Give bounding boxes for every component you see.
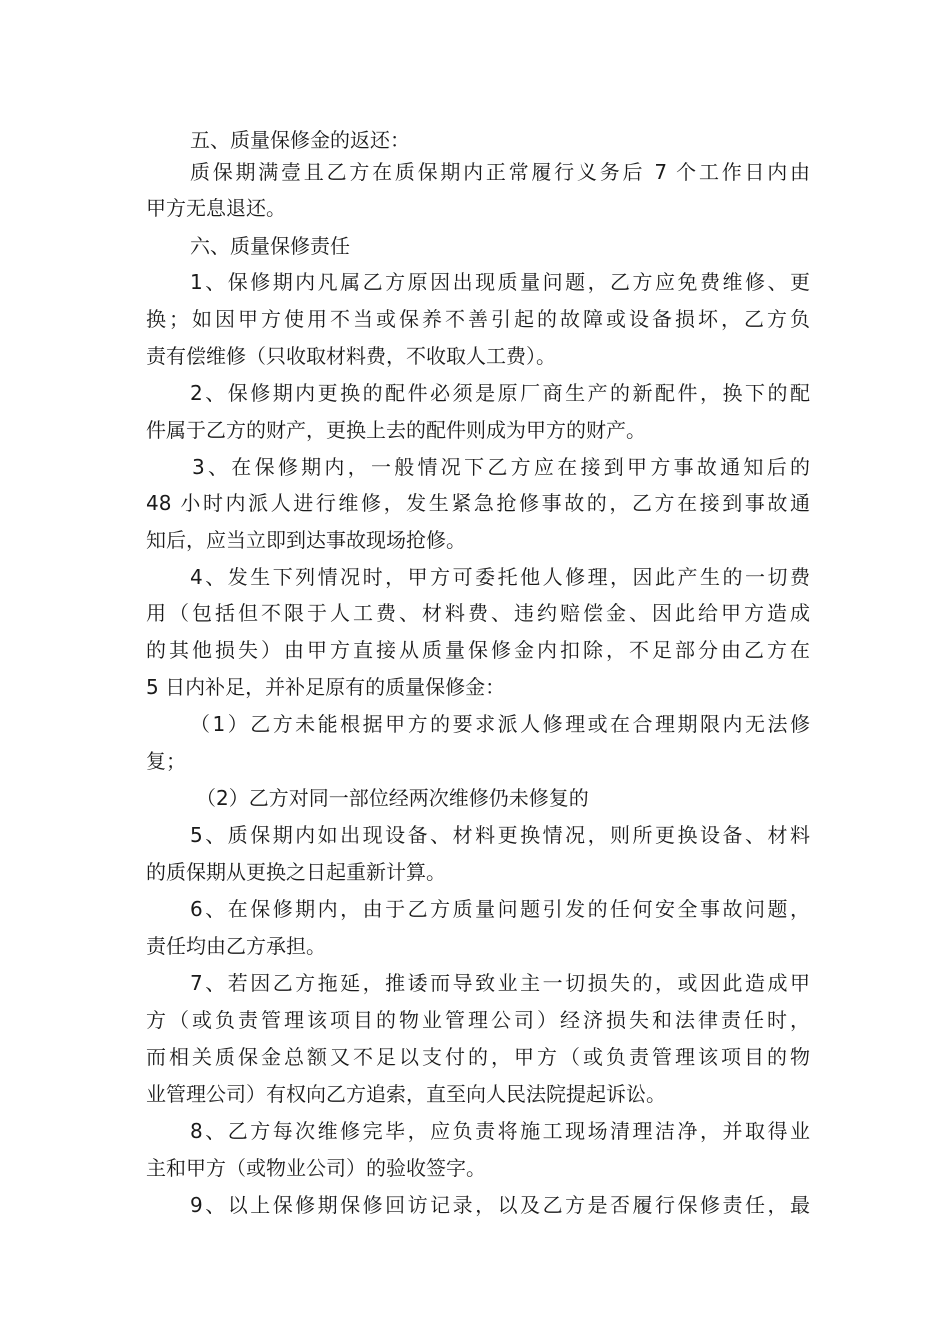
paragraph-line: 甲方无息退还。 — [146, 196, 286, 220]
paragraph-line: 换；如因甲方使用不当或保养不善引起的故障或设备损坏，乙方负 — [146, 307, 810, 331]
paragraph-line: 1、保修期内凡属乙方原因出现质量问题，乙方应免费维修、更 — [190, 270, 810, 294]
paragraph-line: 质保期满壹且乙方在质保期内正常履行义务后 7 个工作日内由 — [190, 160, 810, 184]
paragraph-line: 48 小时内派人进行维修，发生紧急抢修事故的，乙方在接到事故通 — [146, 491, 810, 515]
paragraph-line: 2、保修期内更换的配件必须是原厂商生产的新配件，换下的配 — [190, 381, 810, 405]
paragraph-line: 8、乙方每次维修完毕，应负责将施工现场清理洁净，并取得业 — [190, 1119, 810, 1143]
paragraph-line: 件属于乙方的财产，更换上去的配件则成为甲方的财产。 — [146, 418, 646, 442]
paragraph-line: 5、质保期内如出现设备、材料更换情况，则所更换设备、材料 — [190, 823, 810, 847]
paragraph-line: 而相关质保金总额又不足以支付的，甲方（或负责管理该项目的物 — [146, 1045, 810, 1069]
paragraph-line: 7、若因乙方拖延，推诿而导致业主一切损失的，或因此造成甲 — [190, 971, 810, 995]
paragraph-line: 主和甲方（或物业公司）的验收签字。 — [146, 1156, 486, 1180]
paragraph-line: 3、在保修期内，一般情况下乙方应在接到甲方事故通知后的 — [192, 455, 810, 479]
heading-section-5: 五、质量保修金的返还： — [190, 128, 410, 152]
paragraph-line: 的质保期从更换之日起重新计算。 — [146, 860, 446, 884]
paragraph-line: 的其他损失）由甲方直接从质量保修金内扣除，不足部分由乙方在 — [146, 638, 810, 662]
paragraph-line: 业管理公司）有权向乙方追索，直至向人民法院提起诉讼。 — [146, 1082, 666, 1106]
paragraph-line: 用（包括但不限于人工费、材料费、违约赔偿金、因此给甲方造成 — [146, 601, 810, 625]
list-item-line: （1）乙方未能根据甲方的要求派人修理或在合理期限内无法修 — [190, 712, 810, 736]
paragraph-line: 责任均由乙方承担。 — [146, 934, 326, 958]
paragraph-line: 6、在保修期内，由于乙方质量问题引发的任何安全事故问题， — [190, 897, 810, 921]
paragraph-line: 知后，应当立即到达事故现场抢修。 — [146, 528, 466, 552]
paragraph-line: 5 日内补足，并补足原有的质量保修金： — [146, 675, 506, 699]
paragraph-line: 方（或负责管理该项目的物业管理公司）经济损失和法律责任时， — [146, 1008, 810, 1032]
list-item-line: （2）乙方对同一部位经两次维修仍未修复的 — [196, 786, 589, 810]
paragraph-line: 4、发生下列情况时，甲方可委托他人修理，因此产生的一切费 — [190, 565, 810, 589]
list-item-line: 复； — [146, 749, 186, 773]
paragraph-line: 责有偿维修（只收取材料费，不收取人工费）。 — [146, 344, 556, 368]
paragraph-line: 9、以上保修期保修回访记录，以及乙方是否履行保修责任，最 — [190, 1193, 810, 1217]
heading-section-6: 六、质量保修责任 — [190, 234, 350, 258]
